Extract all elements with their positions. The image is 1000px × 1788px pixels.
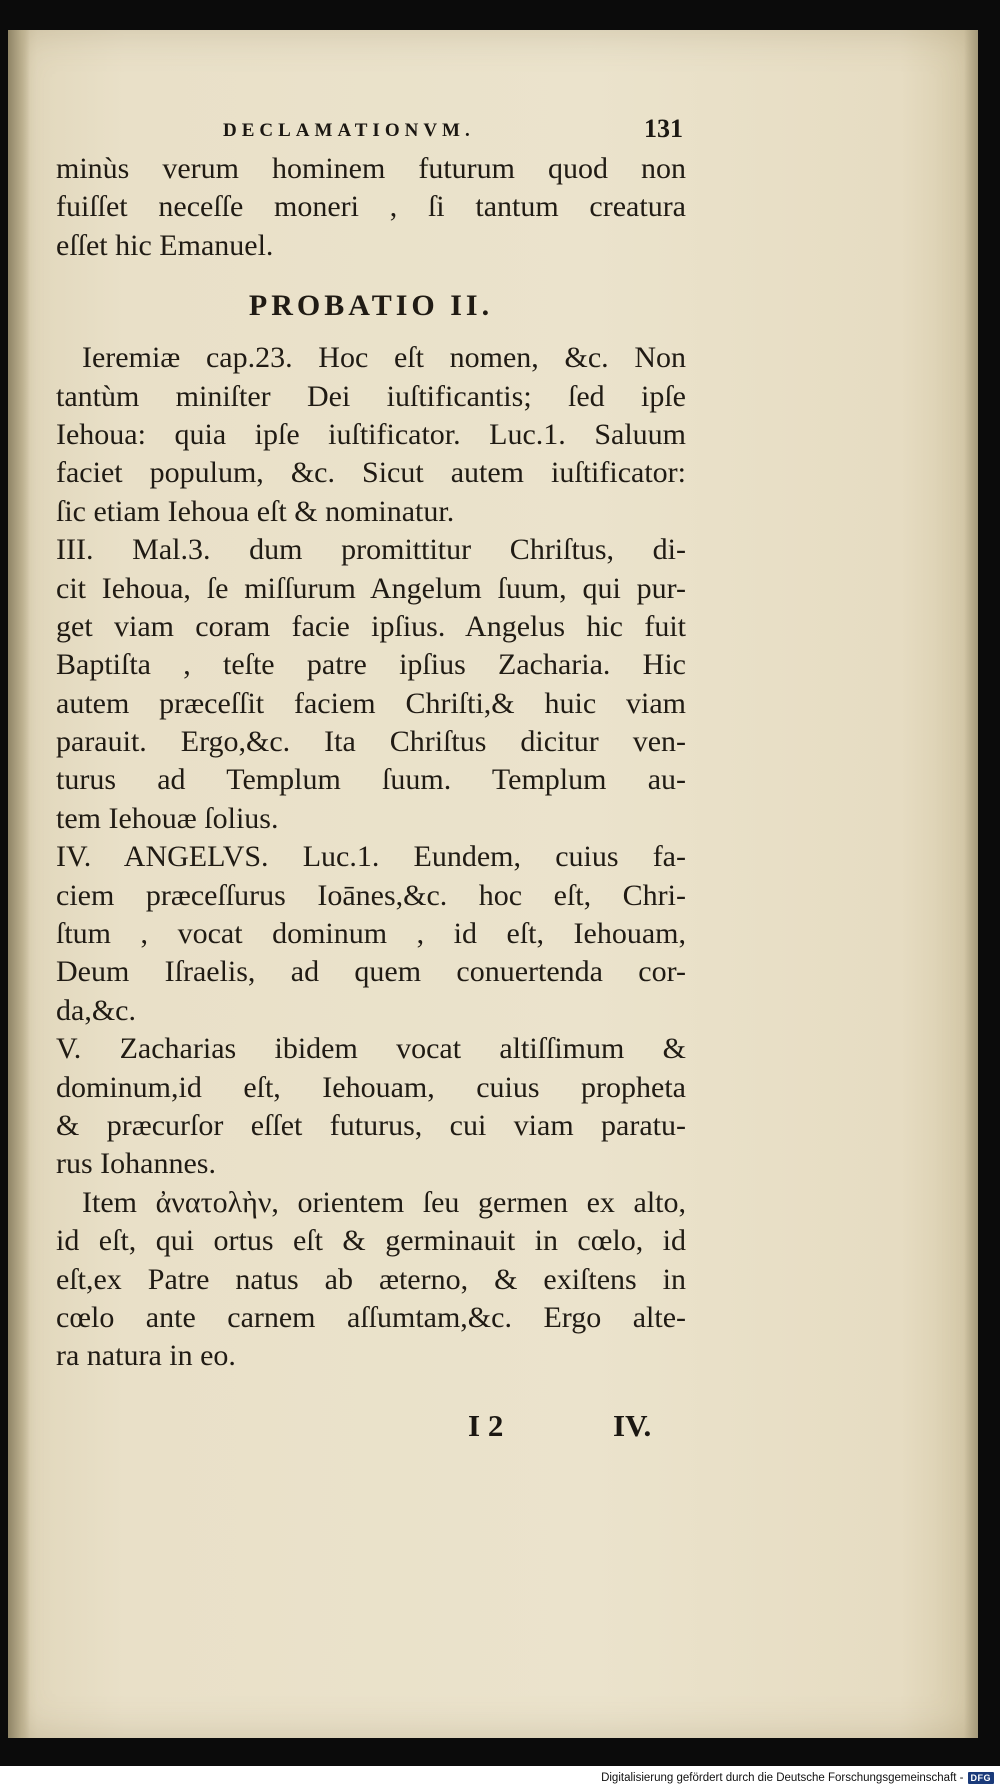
text-line: cœlo ante carnem aſſumtam,&c. Ergo alte-: [56, 1300, 686, 1334]
text-line: tantùm miniſter Dei iuſtificantis; ſed ipſe: [56, 379, 686, 413]
text-line: Ieremiæ cap.23. Hoc eſt nomen, &c. Non: [82, 341, 686, 375]
text-line: Baptiſta , teſte patre ipſius Zacharia. Hic: [56, 648, 686, 682]
text-line: autem præceſſit faciem Chriſti,& huic viam: [56, 686, 686, 720]
text-line: IV. ANGELVS. Luc.1. Eundem, cuius fa-: [56, 840, 686, 874]
digitization-credit: [601, 1770, 994, 1786]
text-line: minùs verum hominem futurum quod non: [56, 152, 686, 185]
page-footer: [8, 1408, 978, 1448]
catchword: IV.: [613, 1408, 652, 1443]
text-line: faciet populum, &c. Sicut autem iuſtificator:: [56, 456, 686, 490]
signature-mark: I 2: [468, 1408, 504, 1443]
dfg-logo: DFG: [968, 1772, 995, 1784]
text-line: da,&c.: [56, 993, 136, 1027]
text-line: ra natura in eo.: [56, 1339, 236, 1373]
running-head-title: DECLAMATIONVM.: [223, 120, 475, 141]
text-line: V. Zacharias ibidem vocat altiſſimum &: [56, 1032, 686, 1066]
page-number: 131: [644, 114, 683, 143]
text-line: turus ad Templum ſuum. Templum au-: [56, 763, 686, 797]
text-line: dominum,id eſt, Iehouam, cuius propheta: [56, 1070, 686, 1104]
body-text: [56, 150, 686, 1376]
text-line: rus Iohannes.: [56, 1147, 216, 1181]
text-line: eſt,ex Patre natus ab æterno, & exiſtens in: [56, 1262, 686, 1296]
text-line: parauit. Ergo,&c. Ita Chriſtus dicitur ven-: [56, 725, 686, 759]
text-line: Iehoua: quia ipſe iuſtificator. Luc.1. Saluum: [56, 417, 686, 451]
section-heading: PROBATIO II.: [248, 289, 494, 323]
text-line: ſic etiam Iehoua eſt & nominatur.: [56, 494, 455, 528]
text-line: fuiſſet neceſſe moneri , ſi tantum creatura: [56, 190, 686, 224]
text-line: ſtum , vocat dominum , id eſt, Iehouam,: [56, 917, 686, 951]
text-line: id eſt, qui ortus eſt & germinauit in cœlo, id: [56, 1224, 686, 1258]
text-line: eſſet hic Emanuel.: [56, 228, 274, 262]
text-line: cit Iehoua, ſe miſſurum Angelum ſuum, qui pur-: [56, 571, 686, 605]
credit-text: Digitalisierung gefördert durch die Deutsche Forschungsgemeinschaft -: [601, 1772, 964, 1784]
text-line: get viam coram facie ipſius. Angelus hic fuit: [56, 609, 686, 643]
text-line: tem Iehouæ ſolius.: [56, 801, 279, 835]
text-line: Deum Iſraelis, ad quem conuertenda cor-: [56, 955, 686, 989]
running-head: [8, 114, 978, 148]
text-line: III. Mal.3. dum promittitur Chriſtus, di-: [56, 533, 686, 567]
book-page: [8, 30, 978, 1738]
text-line: ciem præceſſurus Ioānes,&c. hoc eſt, Chri-: [56, 878, 686, 912]
text-line: Item ἀνατολὴν, orientem ſeu germen ex alto,: [82, 1185, 686, 1219]
text-line: & præcurſor eſſet futurus, cui viam paratu-: [56, 1108, 686, 1142]
